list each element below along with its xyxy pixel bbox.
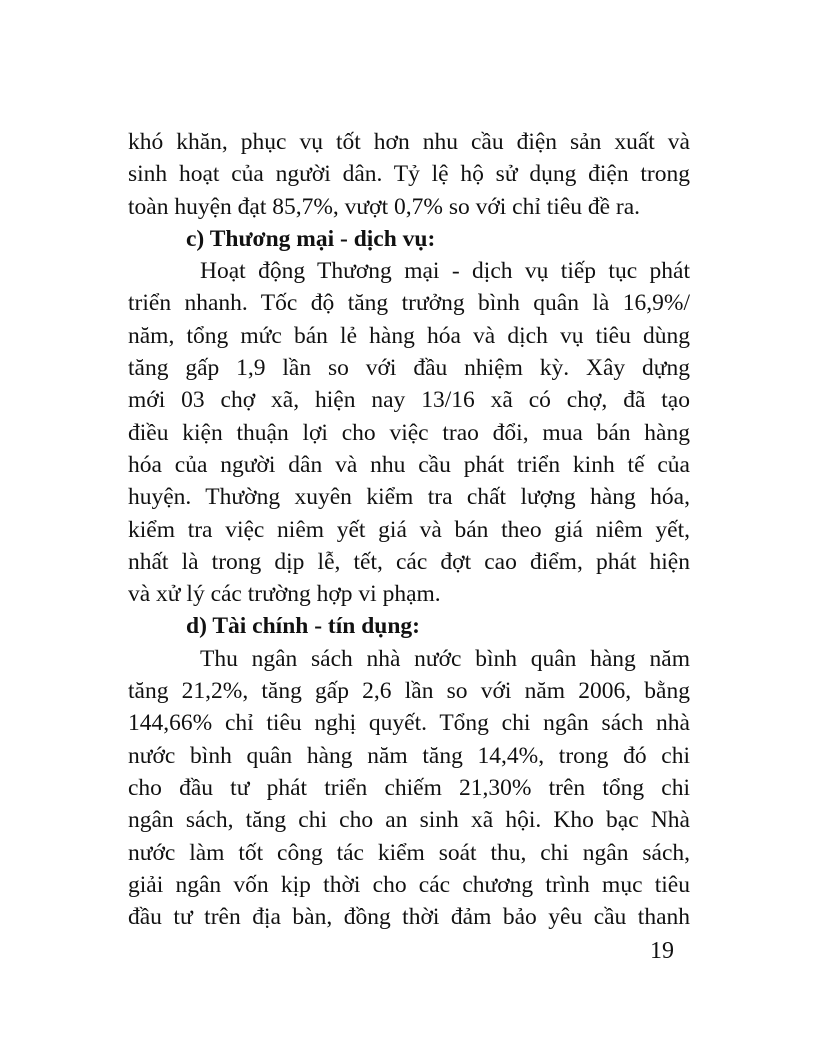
text-line: điều kiện thuận lợi cho việc trao đổi, mua bán hàng [128, 419, 690, 446]
text-line: nhất là trong dịp lễ, tết, các đợt cao điểm, phát hiện [128, 548, 690, 575]
page-number: 19 [650, 938, 674, 964]
text-line: nước làm tốt công tác kiểm soát thu, chi ngân sách, [128, 839, 690, 866]
paragraph [128, 126, 690, 223]
text-line: cho đầu tư phát triển chiếm 21,30% trên tổng chi [128, 774, 690, 801]
text-line: tăng 21,2%, tăng gấp 2,6 lần so với năm 2006, bằng [128, 678, 690, 705]
text-line: huyện. Thường xuyên kiểm tra chất lượng hàng hóa, [128, 484, 690, 511]
text-line: triển nhanh. Tốc độ tăng trưởng bình quân là 16,9%/ [128, 290, 690, 317]
text-line: Hoạt động Thương mại - dịch vụ tiếp tục phát [200, 258, 690, 285]
text-line: khó khăn, phục vụ tốt hơn nhu cầu điện sản xuất và [128, 129, 690, 155]
text-line: hóa của người dân và nhu cầu phát triển kinh tế của [128, 451, 690, 478]
text-line: giải ngân vốn kịp thời cho các chương trình mục tiêu [128, 871, 690, 898]
paragraph [128, 643, 690, 934]
heading-text: d) Tài chính - tín dụng: [186, 613, 421, 640]
text-line: 144,66% chỉ tiêu nghị quyết. Tổng chi ngân sách nhà [128, 710, 690, 737]
paragraph [128, 255, 690, 610]
text-line: kiểm tra việc niêm yết giá và bán theo giá niêm yết, [128, 516, 690, 543]
text-line: Thu ngân sách nhà nước bình quân hàng năm [200, 645, 690, 672]
text-line: tăng gấp 1,9 lần so với đầu nhiệm kỳ. Xây dựng [128, 355, 690, 382]
section-heading [128, 610, 690, 642]
heading-text: c) Thương mại - dịch vụ: [186, 225, 436, 252]
text-line: toàn huyện đạt 85,7%, vượt 0,7% so với chỉ tiêu đề ra. [128, 193, 641, 220]
text-line: đầu tư trên địa bàn, đồng thời đảm bảo yêu cầu thanh [128, 904, 690, 931]
text-line: và xử lý các trường hợp vi phạm. [128, 581, 441, 608]
section-heading [128, 223, 690, 255]
text-line: mới 03 chợ xã, hiện nay 13/16 xã có chợ, đã tạo [128, 387, 690, 414]
text-line: sinh hoạt của người dân. Tỷ lệ hộ sử dụng điện trong [128, 161, 690, 188]
text-line: ngân sách, tăng chi cho an sinh xã hội. Kho bạc Nhà [128, 807, 690, 834]
page-body [128, 126, 690, 933]
text-line: năm, tổng mức bán lẻ hàng hóa và dịch vụ tiêu dùng [128, 322, 690, 349]
text-line: nước bình quân hàng năm tăng 14,4%, trong đó chi [128, 742, 690, 769]
